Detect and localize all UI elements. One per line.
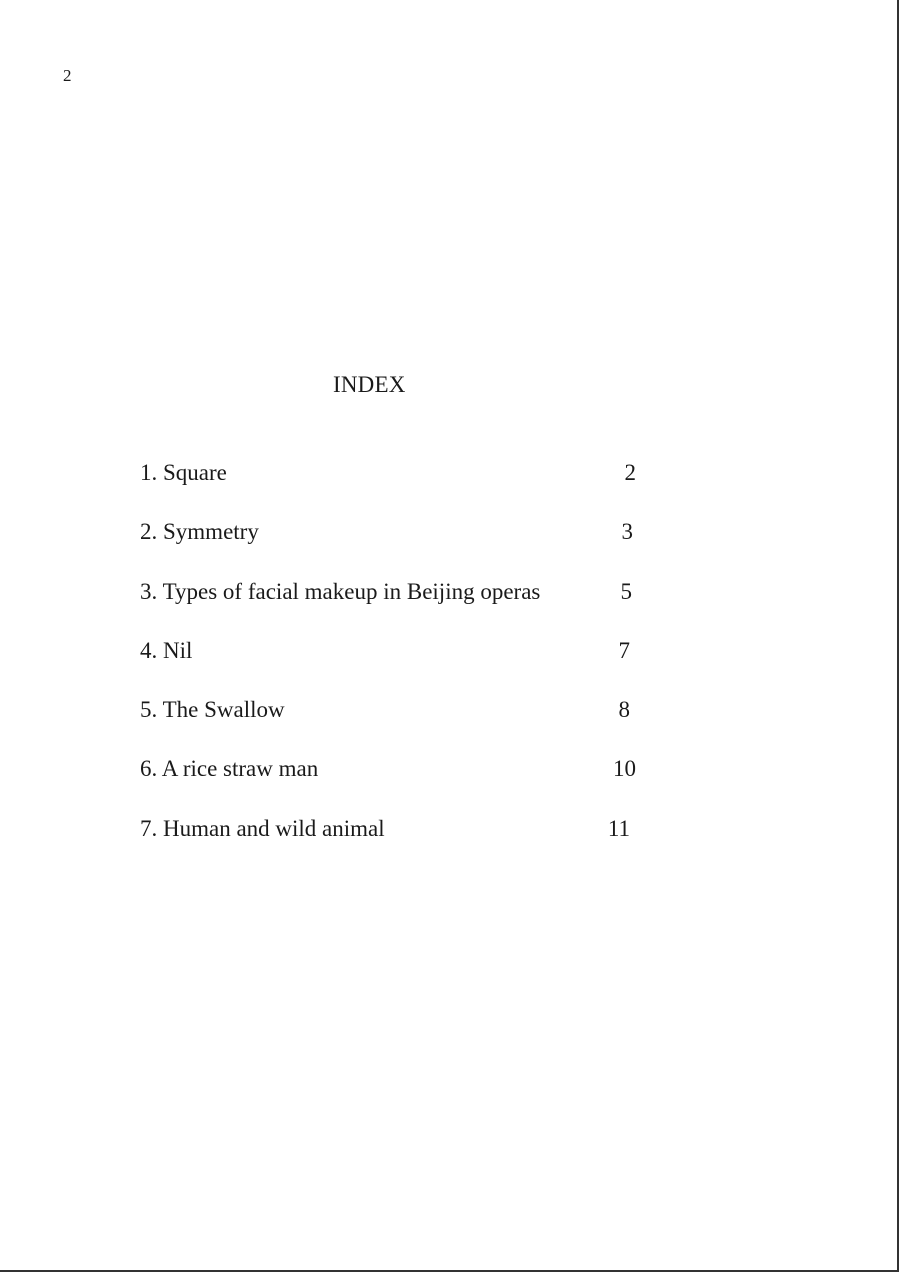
toc-entry-title: 7. Human and wild animal bbox=[140, 815, 385, 841]
toc-entry-page: 2 bbox=[624, 460, 636, 485]
toc-entry bbox=[140, 696, 640, 755]
toc-entry-title: 4. Nil bbox=[140, 637, 193, 663]
toc-entry-title: 3. Types of facial makeup in Beijing operas bbox=[140, 578, 541, 604]
toc-entry bbox=[140, 578, 640, 637]
toc-entry-page: 3 bbox=[621, 519, 633, 545]
toc-entry-page: 10 bbox=[613, 756, 636, 782]
toc-entry-page: 7 bbox=[618, 637, 630, 663]
toc-entry bbox=[140, 518, 640, 577]
toc-entry-page: 8 bbox=[618, 697, 630, 723]
toc-entry-title: 2. Symmetry bbox=[140, 519, 259, 545]
table-of-contents bbox=[140, 459, 640, 874]
page-number: 2 bbox=[63, 66, 72, 85]
toc-entry-title: 1. Square bbox=[140, 460, 227, 485]
toc-entry-page: 5 bbox=[620, 578, 632, 604]
toc-entry bbox=[140, 815, 640, 874]
toc-entry bbox=[140, 755, 640, 814]
toc-entry-page: 11 bbox=[607, 815, 630, 841]
toc-entry bbox=[140, 637, 640, 696]
toc-entry-title: 6. A rice straw man bbox=[140, 756, 319, 782]
toc-entry bbox=[140, 459, 640, 518]
index-heading: INDEX bbox=[333, 372, 406, 397]
toc-entry-title: 5. The Swallow bbox=[140, 697, 285, 723]
